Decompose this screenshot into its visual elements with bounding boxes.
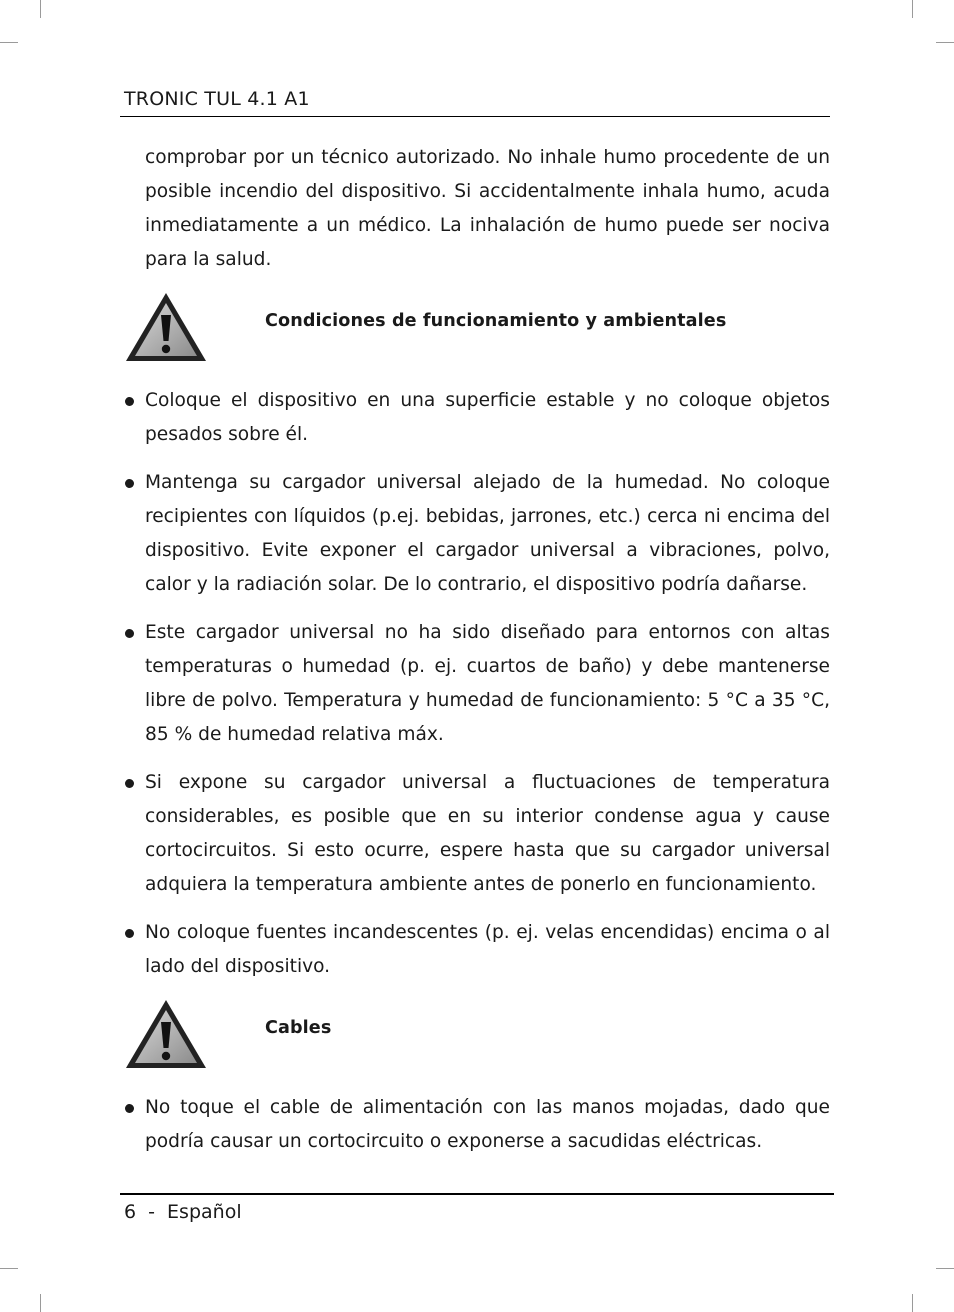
section-header — [124, 998, 830, 1078]
page-footer — [124, 1201, 242, 1223]
list-item — [124, 1091, 830, 1159]
footer-separator: - — [148, 1201, 155, 1223]
intro-paragraph: comprobar por un técnico autorizado. No inhale humo procedente de un posible incendio del dispositivo. Si accidentalmente inhala humo, acuda inmediatamente a un médico. La inhalación de humo puede ser nociva para la salud. — [145, 147, 830, 270]
list-item — [124, 916, 830, 984]
list-item-text: No toque el cable de alimentación con las manos mojadas, dado que podría causar un cortocircuito o exponerse a sacudidas eléctricas. — [145, 1097, 830, 1152]
crop-mark — [0, 1268, 18, 1269]
list-item-text: Coloque el dispositivo en una superficie estable y no coloque objetos pesados sobre él. — [145, 390, 830, 445]
list-item-text: Si expone su cargador universal a fluctuaciones de temperatura considerables, es posible que en su interior condense agua y cause cortocircuitos. Si esto ocurre, espere hasta que su cargador universal adquiera la temperatura ambiente antes de ponerlo en funcionamiento. — [145, 772, 830, 895]
list-item — [124, 766, 830, 902]
page-number: 6 — [124, 1201, 137, 1223]
bullet-icon — [125, 397, 134, 406]
footer-language: Español — [167, 1201, 242, 1223]
header-rule — [120, 116, 830, 117]
crop-mark — [936, 1268, 954, 1269]
bullet-icon — [125, 629, 134, 638]
bullet-icon — [125, 1104, 134, 1113]
crop-mark — [936, 42, 954, 43]
bullet-icon — [125, 929, 134, 938]
page-content — [124, 141, 830, 1173]
list-item-text: Mantenga su cargador universal alejado de la humedad. No coloque recipientes con líquidos (p.ej. bebidas, jarrones, etc.) cerca ni encima del dispositivo. Evite exponer el cargador universal a vibraciones, polvo, calor y la radiación solar. De lo contrario, el dispositivo podría dañarse. — [145, 472, 830, 595]
crop-mark — [912, 1294, 913, 1312]
section-header — [124, 291, 830, 371]
list-item — [124, 616, 830, 752]
list-item-text: No coloque fuentes incandescentes (p. ej. velas encendidas) encima o al lado del dispositivo. — [145, 922, 830, 977]
section-heading: Cables — [265, 1018, 332, 1038]
footer-rule — [120, 1193, 834, 1195]
warning-triangle-icon — [124, 998, 208, 1071]
list-item — [124, 466, 830, 602]
bullet-icon — [125, 779, 134, 788]
crop-mark — [40, 0, 41, 18]
crop-mark — [40, 1294, 41, 1312]
bullet-icon — [125, 479, 134, 488]
crop-mark — [912, 0, 913, 18]
crop-mark — [0, 42, 18, 43]
warning-triangle-icon — [124, 291, 208, 364]
list-item — [124, 384, 830, 452]
section-heading: Condiciones de funcionamiento y ambientales — [265, 311, 727, 331]
header-title: TRONIC TUL 4.1 A1 — [124, 88, 310, 110]
list-item-text: Este cargador universal no ha sido diseñado para entornos con altas temperaturas o humedad (p. ej. cuartos de baño) y debe mantenerse libre de polvo. Temperatura y humedad de funcionamiento: 5 °C a 35 °C, 85 % de humedad relativa máx. — [145, 622, 830, 745]
